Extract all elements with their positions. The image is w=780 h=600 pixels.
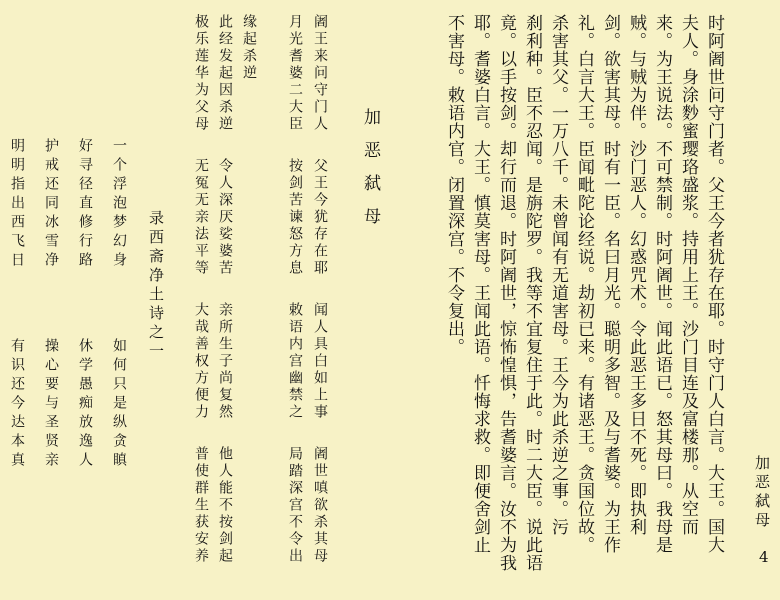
verse-line: 阇世嗔欲杀其母 (312, 446, 328, 565)
verse-line: 此经发起因杀逆 (217, 14, 233, 133)
poem-line: 一个浮泡梦幻身 (111, 138, 127, 271)
poem-line: 护戒还同冰雪净 (43, 138, 59, 271)
poem-line: 好寻径直修行路 (77, 138, 93, 271)
verse-line: 令人深厌娑婆苦 (217, 158, 233, 277)
verse-line: 他人能不按剑起 (217, 446, 233, 565)
verse-line: 普使群生获安养 (193, 446, 209, 565)
verse-line: 局踏深宫不令出 (287, 446, 303, 565)
verse-line: 极乐莲华为父母 (193, 14, 209, 133)
text-column-1: 时阿阇世问守门者。父王今者犹存在耶。时守门人白言。大王。国大 (704, 14, 724, 554)
verse-line: 按剑苦谏怒方息 (287, 158, 303, 277)
verse-line: 闻人具白如上事 (312, 302, 328, 421)
poem-line: 如何只是纵贪瞋 (111, 338, 127, 471)
verse-line: 亲所生子尚复然 (217, 302, 233, 421)
text-column-3: 来。为王说法。不可禁制。时阿阇世。闻此语已。怒其母曰。我母是 (652, 14, 672, 554)
poem-title: 录西斋净土诗之一 (147, 210, 165, 362)
verse-line: 月光耆婆二大臣 (287, 14, 303, 133)
text-column-6: 礼。白言大王。臣闻毗陀论经说。劫初已来。有诸恶王。贪国位故。 (574, 14, 594, 554)
poem-line: 操心要与圣贤亲 (43, 338, 59, 471)
verse-title: 加恶弑母 (360, 108, 380, 240)
text-column-8: 刹利种。臣不忍闻。是旃陀罗。我等不宜复住于此。时二大臣。说此语 (522, 14, 542, 572)
text-column-10: 耶。耆婆白言。大王。慎莫害母。王闻此语。忏悔求救。即便舍剑止 (470, 14, 490, 554)
text-column-4: 贼。与贼为伴。沙门恶人。幻惑咒术。令此恶王多日不死。即执利 (626, 14, 646, 536)
verse-line: 大哉善权方便力 (193, 302, 209, 421)
running-title: 加恶弑母 (753, 455, 771, 531)
verse-line: 父王今犹存在耶 (312, 158, 328, 277)
text-column-5: 剑。欲害其母。时有一臣。名曰月光。聪明多智。及与耆婆。为王作 (600, 14, 620, 554)
text-column-9: 竟。以手按剑。却行而退。时阿阇世，惊怖惶惧，告耆婆言。汝不为我 (496, 14, 516, 572)
text-column-11: 不害母。敕语内官。闭置深宫。不令复出。 (444, 14, 464, 356)
verse-line: 无冤无亲法平等 (193, 158, 209, 277)
verse-subheading: 缘起杀逆 (241, 14, 257, 82)
text-column-7: 杀害其父。一万八千。未曾闻有无道害母。王今为此杀逆之事。污 (548, 14, 568, 536)
page-number: 4 (759, 548, 769, 566)
text-column-2: 夫人。身涂麨蜜璎珞盛浆。持用上王。沙门目连及富楼那。从空而 (678, 14, 698, 536)
verse-line: 敕语内宫幽禁之 (287, 302, 303, 421)
poem-line: 休学愚痴放逸人 (77, 338, 93, 471)
verse-line: 阇王来问守门人 (312, 14, 328, 133)
poem-line: 明明指出西飞日 (9, 138, 25, 271)
poem-line: 有识还今达本真 (9, 338, 25, 471)
